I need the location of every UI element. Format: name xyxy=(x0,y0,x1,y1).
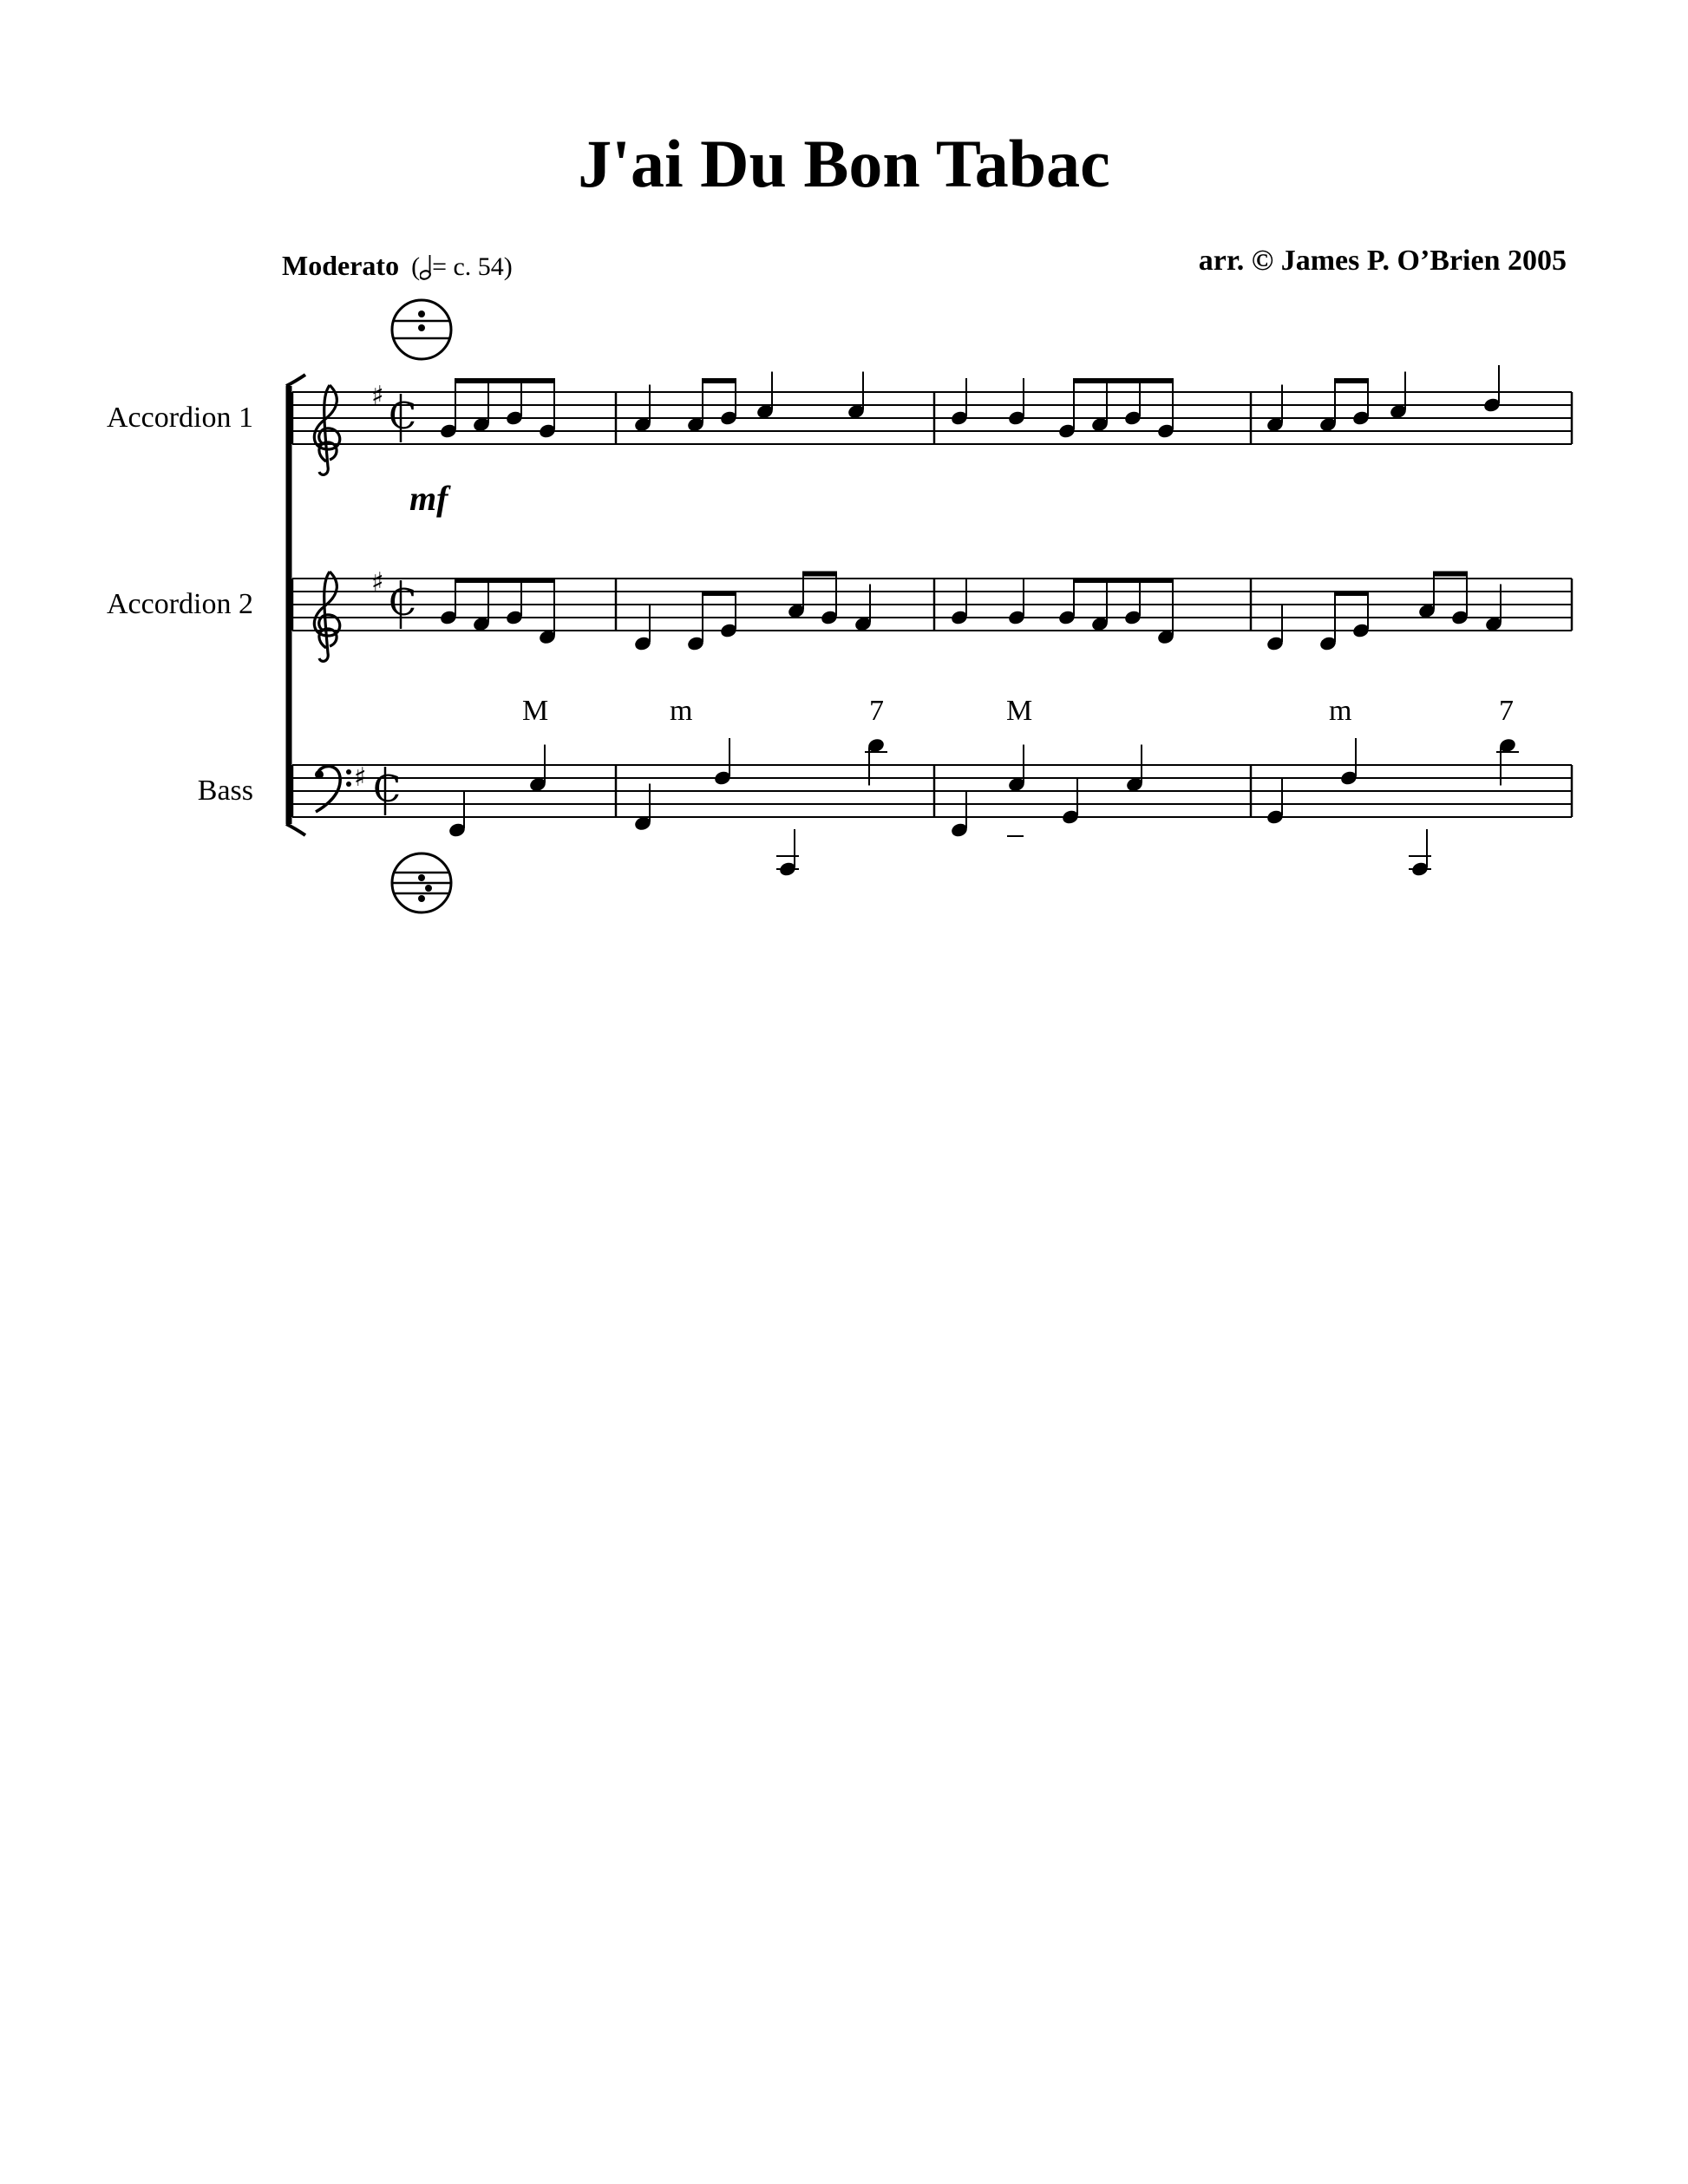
treble-clef-icon xyxy=(314,572,339,661)
note xyxy=(713,738,732,787)
note xyxy=(1125,745,1144,794)
beam xyxy=(702,591,736,596)
beamed-group xyxy=(1057,578,1175,645)
note xyxy=(1482,365,1502,414)
bass-clef-icon xyxy=(315,766,351,812)
bass-clef-dot xyxy=(346,769,351,775)
cut-time-icon: C xyxy=(373,768,402,810)
note xyxy=(1061,777,1080,826)
note xyxy=(448,790,467,839)
beam xyxy=(1334,591,1369,596)
beamed-group xyxy=(686,591,738,652)
beam xyxy=(1073,578,1174,583)
note xyxy=(847,372,866,421)
key-sharp: ♯ xyxy=(371,567,384,598)
note xyxy=(1410,829,1430,878)
note xyxy=(950,790,969,839)
score-labels xyxy=(409,479,1514,727)
chord-symbol: 7 xyxy=(869,695,884,727)
notes xyxy=(439,365,1519,878)
bass-clef-dot xyxy=(346,781,351,787)
note xyxy=(950,578,969,626)
dynamic-mf: mf xyxy=(409,479,448,518)
note xyxy=(778,829,797,878)
beam xyxy=(802,572,837,577)
beam xyxy=(1334,378,1369,383)
instrument-label-bass: Bass xyxy=(197,775,253,807)
chord-symbol: M xyxy=(1006,695,1033,727)
instrument-label-accordion-2: Accordion 2 xyxy=(106,588,253,620)
cut-time-icon: C xyxy=(389,395,417,437)
treble-register-icon xyxy=(392,300,451,359)
beam xyxy=(1073,378,1174,383)
note xyxy=(756,372,775,421)
key-sharp: ♯ xyxy=(371,381,384,411)
page-title: J'ai Du Bon Tabac xyxy=(578,126,1110,201)
chord-symbol: M xyxy=(522,695,549,727)
instrument-label-accordion-1: Accordion 1 xyxy=(106,402,253,434)
key-sharp: ♯ xyxy=(354,762,367,793)
tempo-value: = c. 54) xyxy=(432,252,513,281)
note xyxy=(1007,578,1026,626)
staves xyxy=(292,392,1572,817)
chord-symbol: m xyxy=(1329,695,1352,727)
note xyxy=(633,604,652,652)
note xyxy=(1266,777,1285,826)
chord-symbol: 7 xyxy=(1499,695,1514,727)
tempo-text: Moderato xyxy=(282,250,400,281)
note xyxy=(950,378,969,427)
treble-clef-path xyxy=(314,385,339,474)
tempo-paren: ( xyxy=(411,252,421,281)
note xyxy=(1389,372,1408,421)
note xyxy=(1007,378,1026,427)
beam xyxy=(455,378,555,383)
bass-clef-dot xyxy=(315,770,324,779)
bracket-hook xyxy=(286,375,305,386)
clefs xyxy=(314,381,416,815)
bass-register-icon xyxy=(392,853,451,912)
note xyxy=(1339,738,1358,787)
beamed-group xyxy=(1318,591,1371,652)
note xyxy=(528,745,547,794)
beam xyxy=(1433,572,1468,577)
cut-time-icon: C xyxy=(389,581,417,624)
treble-clef-icon xyxy=(314,385,339,474)
beamed-group xyxy=(439,578,557,645)
treble-clef-path xyxy=(314,572,339,661)
bracket-hook xyxy=(286,824,305,835)
arranger-credit: arr. © James P. O’Brien 2005 xyxy=(1198,245,1567,277)
beam xyxy=(455,578,555,583)
note xyxy=(1007,745,1026,794)
chord-symbol: m xyxy=(670,695,693,727)
note xyxy=(1266,604,1285,652)
beam xyxy=(702,378,736,383)
